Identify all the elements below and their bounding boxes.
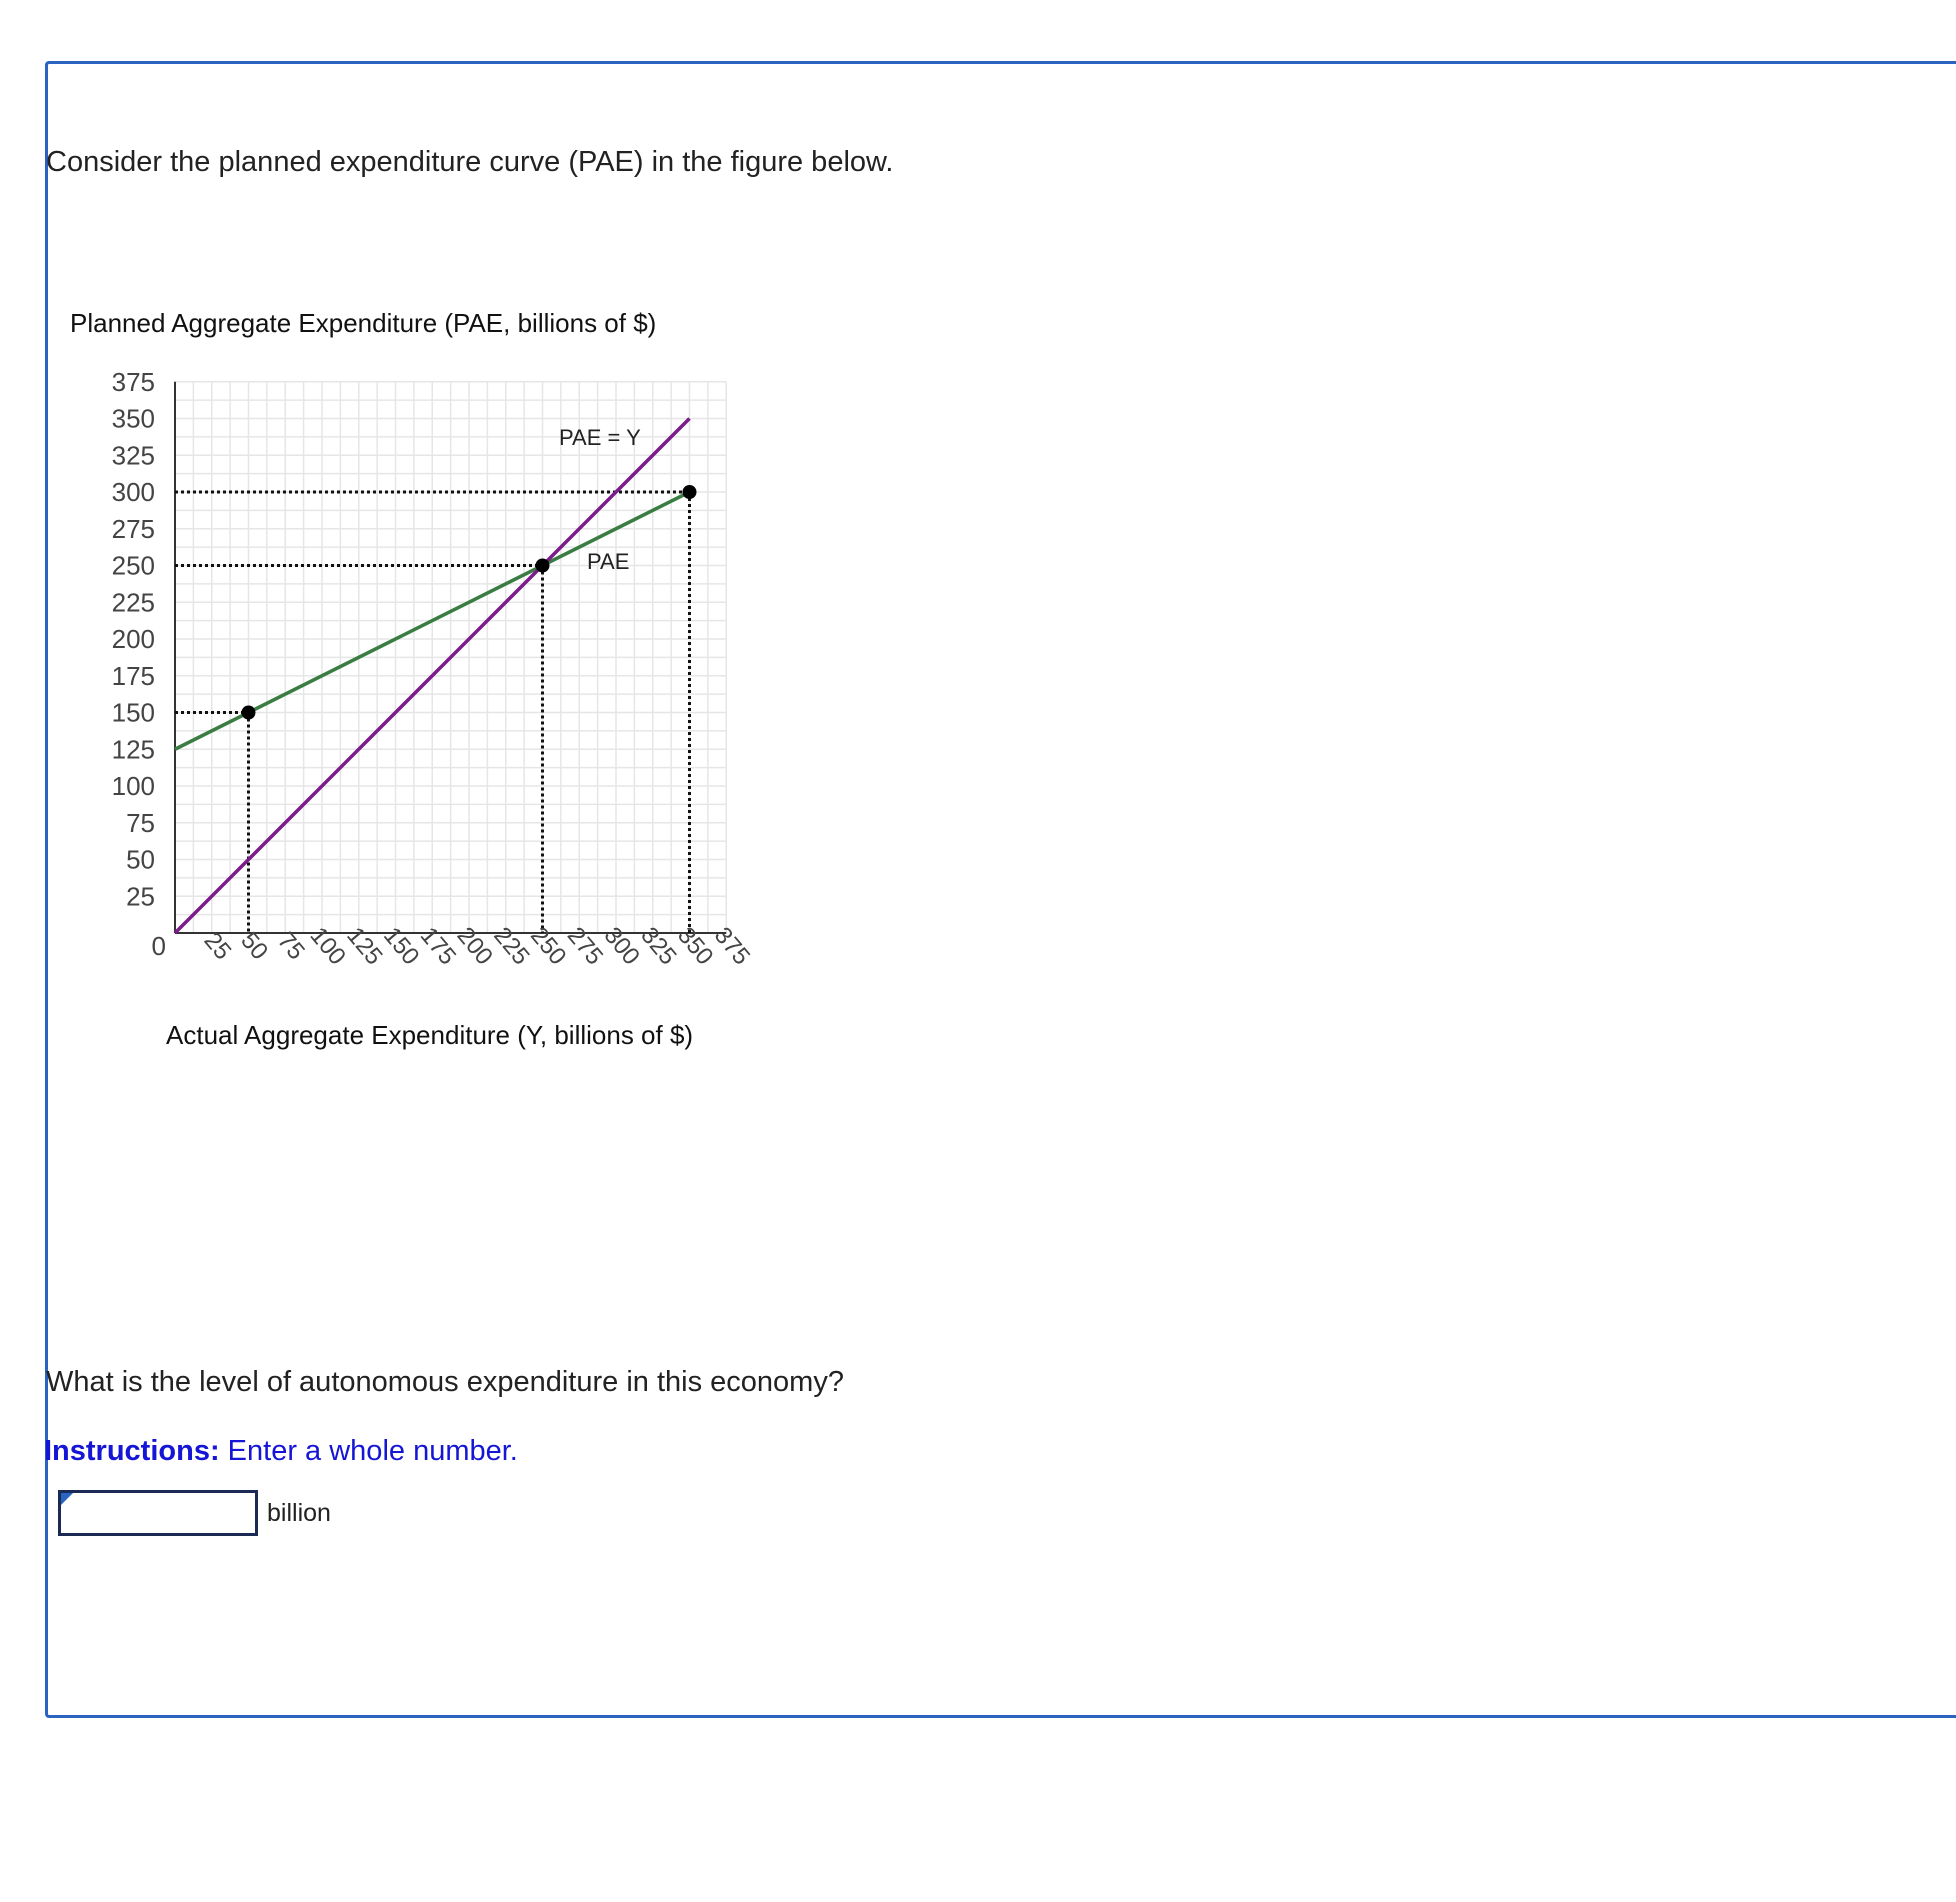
y-tick-label: 50 bbox=[126, 844, 155, 875]
x-tick-label: 300 bbox=[598, 922, 645, 971]
y-tick-label: 150 bbox=[111, 697, 155, 728]
x-tick-label: 25 bbox=[198, 927, 237, 966]
x-tick-label: 75 bbox=[272, 927, 310, 966]
instructions-text: Enter a whole number. bbox=[219, 1435, 518, 1467]
y-tick-label: 175 bbox=[111, 660, 155, 691]
x-tick-label: 275 bbox=[561, 922, 609, 971]
x-tick-label: 125 bbox=[341, 922, 388, 971]
answer-input[interactable] bbox=[58, 1490, 258, 1536]
chart-tick-labels bbox=[112, 367, 756, 970]
y-tick-label: 300 bbox=[111, 477, 155, 507]
x-axis-label: Actual Aggregate Expenditure (Y, billions of $) bbox=[166, 1020, 694, 1050]
input-flag-icon bbox=[61, 1493, 73, 1505]
y-tick-label: 275 bbox=[111, 513, 155, 544]
y-tick-label: 375 bbox=[111, 366, 155, 397]
x-tick-label: 375 bbox=[708, 922, 756, 971]
x-tick-label: 150 bbox=[378, 922, 425, 971]
y-tick-label: 75 bbox=[126, 807, 155, 838]
x-tick-label: 50 bbox=[235, 927, 274, 966]
y-axis-label: Planned Aggregate Expenditure (PAE, billions of $) bbox=[70, 308, 657, 338]
x-tick-label: 225 bbox=[488, 922, 535, 971]
x-tick-label: 175 bbox=[414, 922, 462, 971]
x-tick-label: 350 bbox=[672, 922, 719, 971]
question-text: What is the level of autonomous expenditure in this economy? bbox=[46, 1366, 844, 1398]
answer-unit: billion bbox=[267, 1499, 331, 1527]
y-tick-label: 325 bbox=[111, 440, 155, 471]
origin-tick-label: 0 bbox=[151, 931, 166, 961]
series-label-pae-eq-y: PAE = Y bbox=[559, 425, 641, 450]
y-tick-label: 25 bbox=[126, 881, 155, 912]
y-tick-label: 125 bbox=[111, 734, 155, 765]
data-point bbox=[242, 706, 256, 720]
instructions bbox=[44, 1435, 518, 1468]
y-tick-label: 250 bbox=[111, 550, 155, 581]
data-point bbox=[683, 485, 697, 499]
y-tick-label: 100 bbox=[111, 771, 155, 801]
y-tick-label: 225 bbox=[111, 587, 155, 618]
x-tick-label: 250 bbox=[525, 922, 572, 971]
series-label-pae: PAE bbox=[587, 549, 630, 574]
y-tick-label: 350 bbox=[111, 403, 155, 434]
x-tick-label: 200 bbox=[451, 922, 498, 971]
instructions-label: Instructions: bbox=[44, 1435, 220, 1467]
y-tick-label: 200 bbox=[111, 624, 155, 654]
x-tick-label: 325 bbox=[635, 922, 682, 971]
data-point bbox=[536, 559, 550, 573]
x-tick-label: 100 bbox=[304, 922, 351, 971]
question-prompt: Consider the planned expenditure curve (PAE) in the figure below. bbox=[46, 146, 894, 178]
